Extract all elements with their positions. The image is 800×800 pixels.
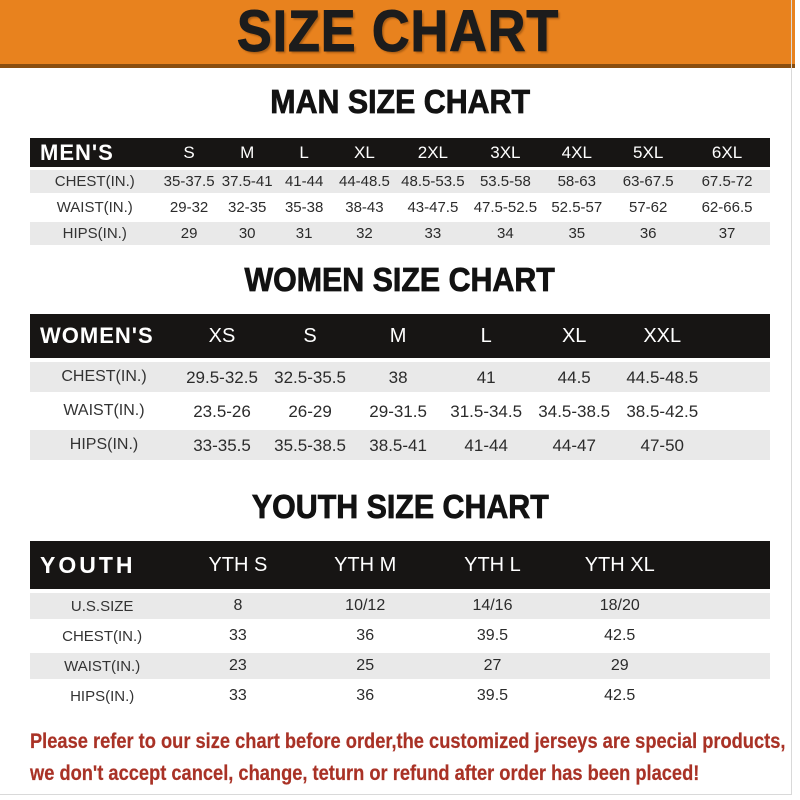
measure-label-cell: CHEST(IN.) [62,627,143,645]
measurement-value-cell: 41-44 [464,435,508,455]
size-header-cell: M [240,143,255,162]
measure-label-cell: U.S.SIZE [70,597,134,615]
measurement-value-cell: 37.5-41 [221,173,273,190]
size-header-cell: 5XL [633,143,664,162]
table-row [30,593,770,619]
measurement-value-cell: 63-67.5 [622,173,674,190]
measurement-value-cell: 41-44 [284,173,324,190]
size-chart-banner [0,0,795,68]
measurement-value-cell: 62-66.5 [701,199,753,216]
measurement-value-cell: 47.5-52.5 [473,199,538,216]
measurement-value-cell: 34.5-38.5 [538,401,611,421]
size-header-cell: S [303,325,317,347]
measurement-value-cell: 35-37.5 [163,173,215,190]
size-header-cell: XS [208,325,236,347]
measurement-value-cell: 36 [356,627,375,644]
measurement-value-cell: 39.5 [476,687,509,704]
size-header-cell: 2XL [417,143,448,162]
men-section-heading-text: MAN SIZE CHART [270,83,530,120]
measure-label-cell: HIPS(IN.) [62,225,127,242]
size-header-cell: YTH S [208,554,268,576]
measurement-value-cell: 32 [356,225,373,242]
measurement-value-cell: 29 [610,657,629,674]
men-size-table [30,138,770,245]
size-header-cell: 3XL [490,143,521,162]
measurement-value-cell: 18/20 [599,597,640,614]
measurement-value-cell: 31.5-34.5 [450,401,523,421]
measurement-value-cell: 35 [568,225,586,242]
size-header-cell: XXL [643,325,682,347]
size-header-cell: L [299,143,309,162]
measurement-value-cell: 36 [356,687,375,704]
measurement-value-cell: 10/12 [345,597,386,614]
measurement-value-cell: 23.5-26 [193,401,251,421]
table-header-row [30,541,770,589]
youth-section-heading-text: YOUTH SIZE CHART [251,488,549,525]
measurement-value-cell: 29-32 [169,199,209,216]
table-row [30,222,770,245]
measurement-value-cell: 33 [229,687,247,704]
measurement-value-cell: 25 [356,657,375,674]
measurement-value-cell: 48.5-53.5 [401,173,465,190]
measurement-value-cell: 43-47.5 [407,199,459,216]
size-header-cell: M [389,325,407,347]
table-header-row [30,314,770,358]
youth-section-heading [0,490,800,523]
footer-line-2: we don't accept cancel, change, teturn or refund after order has been placed! [30,762,700,785]
table-row [30,653,770,679]
table-title-cell: MEN'S [40,139,114,165]
measurement-value-cell: 42.5 [604,627,636,644]
measurement-value-cell: 31 [295,225,313,242]
size-header-cell: 6XL [711,143,743,162]
measurement-value-cell: 35.5-38.5 [274,435,346,455]
measurement-value-cell: 30 [238,225,256,242]
measurement-value-cell: 39.5 [476,627,509,644]
women-size-table [30,314,770,460]
measurement-value-cell: 32.5-35.5 [274,367,346,387]
measurement-value-cell: 44-48.5 [339,173,390,190]
table-row [30,623,770,649]
men-section-heading [0,85,800,118]
measurement-value-cell: 34 [497,225,514,242]
measurement-value-cell: 58-63 [557,173,596,190]
measurement-value-cell: 33-35.5 [193,435,251,455]
youth-size-table [30,541,770,709]
measure-label-cell: WAIST(IN.) [56,199,133,216]
size-chart-title: SIZE CHART [236,0,559,64]
size-header-cell: XL [354,143,375,162]
measurement-value-cell: 44-47 [552,435,596,455]
size-header-cell: YTH L [464,554,521,576]
size-header-cell: L [480,325,492,347]
footer-line-1: Please refer to our size chart before order,the customized jerseys are special products, [30,730,786,753]
measurement-value-cell: 23 [229,657,247,674]
measurement-value-cell: 57-62 [628,199,668,216]
measure-label-cell: CHEST(IN.) [54,173,135,190]
measurement-value-cell: 38-43 [345,199,384,216]
measurement-value-cell: 44.5-48.5 [626,367,699,387]
measure-label-cell: HIPS(IN.) [69,436,139,453]
measurement-value-cell: 37 [718,225,736,242]
table-row [30,170,770,193]
table-header-row [30,138,770,167]
measurement-value-cell: 32-35 [227,199,267,216]
measurement-value-cell: 41 [476,367,496,387]
measurement-value-cell: 29 [180,225,198,242]
women-section-heading [0,263,800,296]
table-title-cell: YOUTH [40,551,136,578]
footer-notice [0,726,800,790]
table-row [30,396,770,426]
measurement-value-cell: 44.5 [557,367,591,387]
table-row [30,362,770,392]
size-header-cell: 4XL [561,143,592,162]
measure-label-cell: CHEST(IN.) [61,368,147,385]
size-header-cell: XL [561,325,587,347]
measurement-value-cell: 33 [424,225,442,242]
table-row [30,196,770,219]
measurement-value-cell: 67.5-72 [701,173,753,190]
table-row [30,430,770,460]
measure-label-cell: WAIST(IN.) [63,402,145,419]
measurement-value-cell: 38.5-42.5 [626,401,699,421]
women-section-heading-text: WOMEN SIZE CHART [244,261,556,298]
measurement-value-cell: 38.5-41 [369,435,427,455]
measurement-value-cell: 27 [483,657,502,674]
measurement-value-cell: 8 [233,597,243,614]
size-header-cell: YTH XL [584,554,655,576]
measurement-value-cell: 35-38 [284,199,324,216]
measurement-value-cell: 52.5-57 [551,199,603,216]
size-header-cell: S [183,143,195,162]
measure-label-cell: WAIST(IN.) [64,657,141,675]
measurement-value-cell: 29-31.5 [369,401,427,421]
table-row [30,683,770,709]
size-header-cell: YTH M [334,554,397,576]
table-title-cell: WOMEN'S [40,323,154,348]
measurement-value-cell: 36 [639,225,657,242]
measurement-value-cell: 42.5 [604,687,636,704]
measurement-value-cell: 14/16 [472,597,513,614]
measurement-value-cell: 47-50 [640,435,684,455]
measure-label-cell: HIPS(IN.) [70,687,135,705]
measurement-value-cell: 53.5-58 [479,173,531,190]
measurement-value-cell: 26-29 [288,401,332,421]
measurement-value-cell: 38 [388,367,408,387]
measurement-value-cell: 33 [229,627,247,644]
measurement-value-cell: 29.5-32.5 [186,367,258,387]
